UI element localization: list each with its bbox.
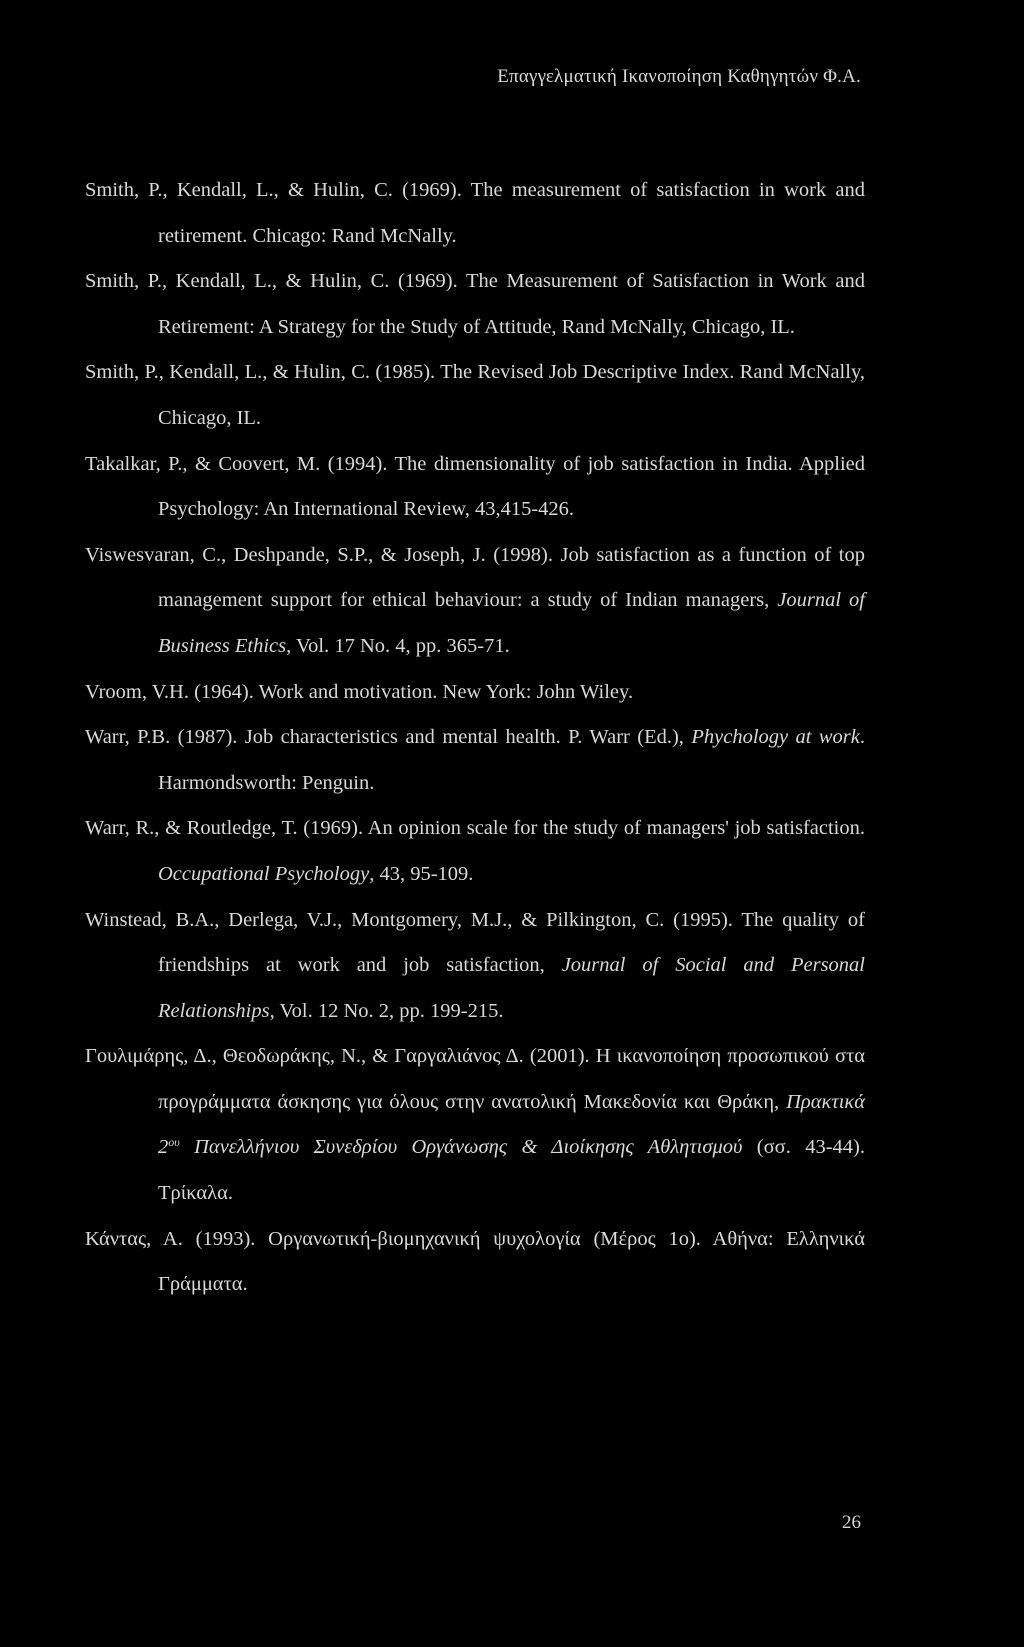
reference-source-title: Πρακτικά 2: [158, 1090, 865, 1159]
reference-source-title-cont: Πανελλήνιου Συνεδρίου Οργάνωσης & Διοίκησης Αθλητισμού: [179, 1136, 743, 1159]
reference-entry: [85, 670, 865, 716]
reference-source-title: Journal of Business Ethics: [158, 589, 866, 657]
reference-text-tail: , Vol. 12 No. 2, pp. 199-215.: [269, 999, 504, 1022]
reference-text: Warr, P.B. (1987). Job characteristics and mental health. P. Warr (Ed.),: [85, 726, 692, 749]
reference-text: Κάντας, Α. (1993). Οργανωτική-βιομηχανική ψυχολογία (Μέρος 1ο). Αθήνα: Ελληνικά Γράμματα.: [85, 1227, 865, 1296]
reference-text: Vroom, V.H. (1964). Work and motivation. New York: John Wiley.: [85, 680, 634, 703]
reference-entry: [85, 533, 865, 670]
running-header: Επαγγελματική Ικανοποίηση Καθηγητών Φ.Α.: [497, 66, 861, 87]
reference-text: Γουλιμάρης, Δ., Θεοδωράκης, Ν., & Γαργαλιάνος Δ. (2001). Η ικανοποίηση προσωπικού στα προγράμματα άσκησης για όλους στην ανατολική Μακεδονία και Θράκη,: [85, 1045, 865, 1113]
reference-text-tail: , Vol. 17 No. 4, pp. 365-71.: [286, 634, 510, 657]
reference-text: Warr, R., & Routledge, T. (1969). An opinion scale for the study of managers' job satisfaction.: [85, 817, 865, 840]
reference-entry: [85, 259, 865, 350]
reference-entry: [85, 1034, 865, 1216]
reference-text-tail: , 43, 95-109.: [369, 862, 474, 885]
reference-text: Takalkar, P., & Coovert, M. (1994). The dimensionality of job satisfaction in India. Applied Psychology: An International Review, 43,415-426.: [85, 452, 865, 521]
reference-source-title: Occupational Psychology: [158, 862, 370, 885]
ordinal-superscript: ου: [168, 1135, 180, 1150]
reference-source-title: Phychology at work: [691, 726, 860, 749]
reference-text: Winstead, B.A., Derlega, V.J., Montgomery, M.J., & Pilkington, C. (1995). The quality of friendships at work and job satisfaction,: [85, 908, 865, 977]
reference-source-title: Journal of Social and Personal Relationships: [158, 954, 865, 1022]
reference-text-tail: . Harmondsworth: Penguin.: [158, 726, 865, 794]
reference-text: Viswesvaran, C., Deshpande, S.P., & Joseph, J. (1998). Job satisfaction as a function of top management support for ethical behaviour: a study of Indian managers,: [85, 543, 865, 612]
reference-entry: [85, 715, 865, 806]
page-number: 26: [842, 1512, 861, 1533]
reference-text: Smith, P., Kendall, L., & Hulin, C. (1969). The Measurement of Satisfaction in Work and Retirement: A Strategy for the Study of Attitude, Rand McNally, Chicago, IL.: [85, 270, 865, 338]
reference-entry: [85, 168, 865, 259]
reference-entry: [85, 898, 865, 1035]
reference-list: [85, 168, 865, 1308]
reference-entry: [85, 806, 865, 897]
reference-text: Smith, P., Kendall, L., & Hulin, C. (1969). The measurement of satisfaction in work and retirement. Chicago: Rand McNally.: [85, 179, 865, 247]
reference-text-tail: (σσ. 43-44). Τρίκαλα.: [158, 1136, 865, 1205]
reference-entry: [85, 350, 865, 441]
reference-text: Smith, P., Kendall, L., & Hulin, C. (1985). The Revised Job Descriptive Index. Rand McNally, Chicago, IL.: [85, 361, 865, 429]
reference-entry: [85, 442, 865, 533]
reference-entry: [85, 1217, 865, 1308]
